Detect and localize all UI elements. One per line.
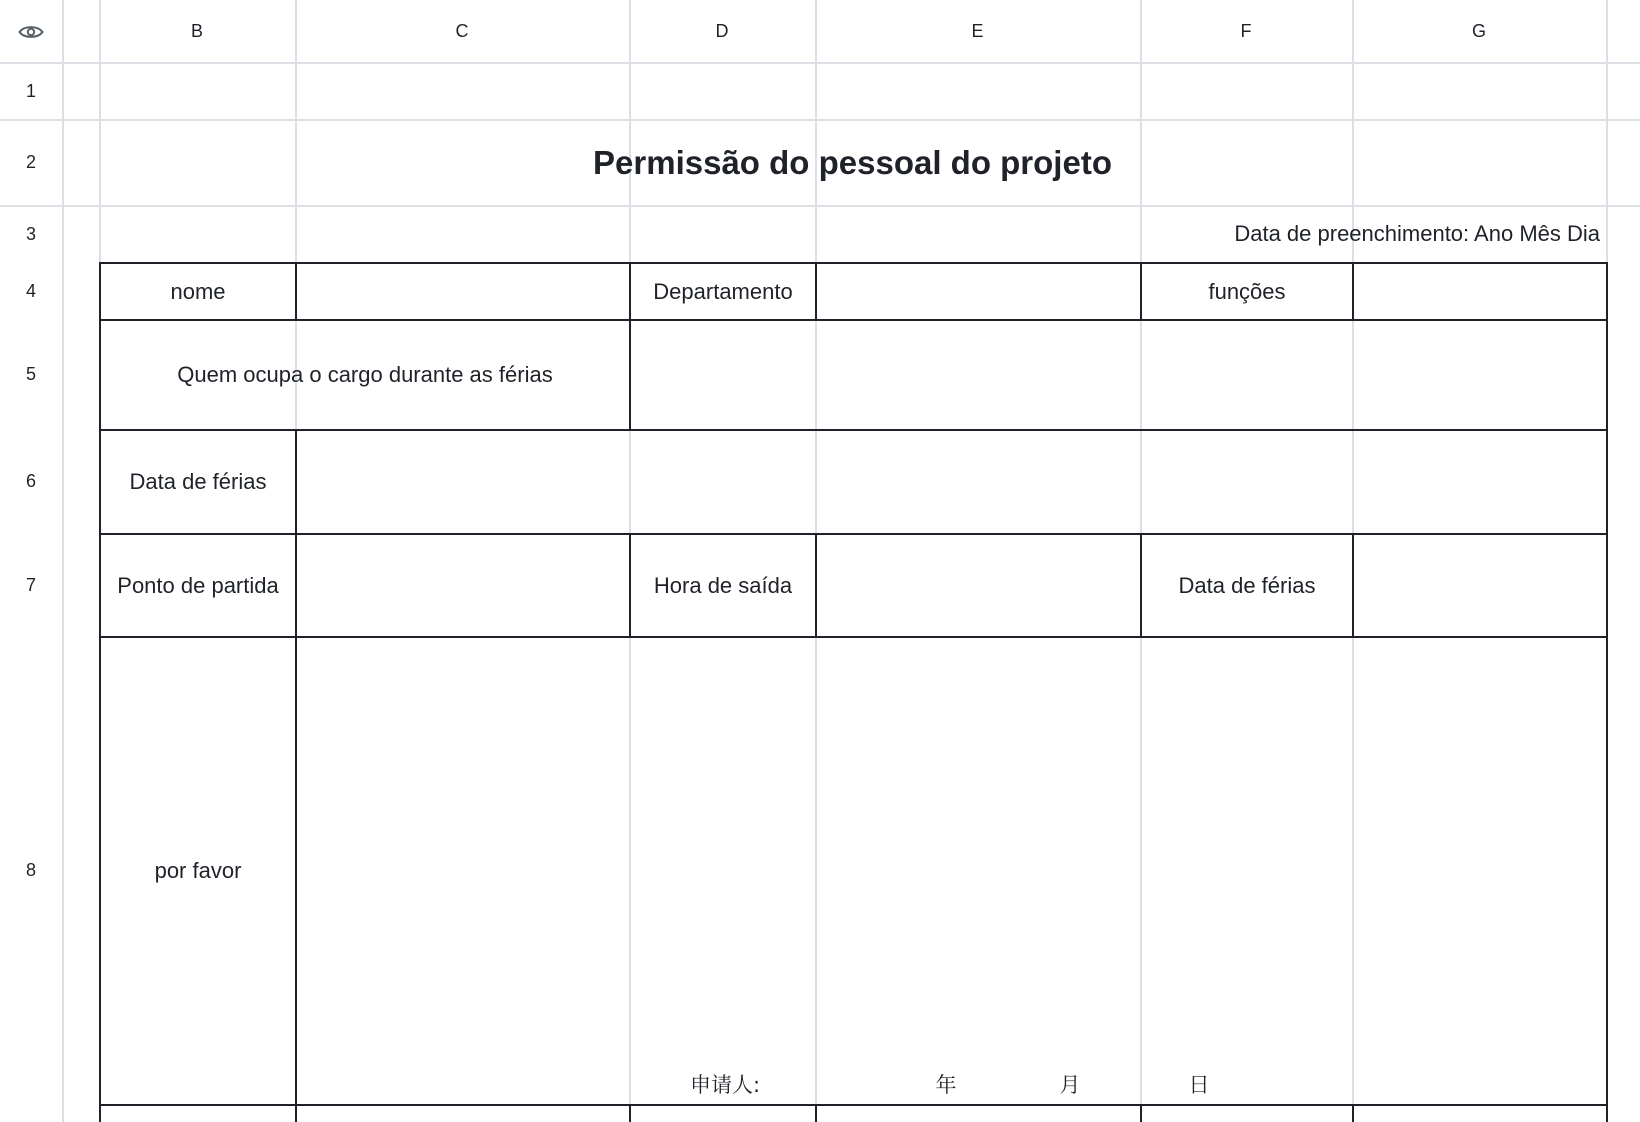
departure-time-label-cell[interactable]: Hora de saída <box>653 572 793 598</box>
department-value-cell[interactable] <box>817 264 1140 319</box>
request-label-cell[interactable]: por favor <box>154 858 242 883</box>
departure-point-value-cell[interactable] <box>297 535 629 636</box>
table-border <box>1140 1104 1142 1122</box>
row-header-4[interactable]: 4 <box>25 280 36 301</box>
row-header-3[interactable]: 3 <box>25 223 36 244</box>
grid-line <box>62 0 64 1122</box>
departure-time-value-cell[interactable] <box>817 535 1140 636</box>
row-header-6[interactable]: 6 <box>25 471 36 491</box>
departure-point-label-cell[interactable]: Ponto de partida <box>117 572 279 598</box>
fill-date-cell[interactable]: Data de preenchimento: Ano Mês Dia <box>1234 221 1600 246</box>
row-header-2[interactable]: 2 <box>25 152 36 172</box>
column-header-f[interactable]: F <box>1240 21 1252 41</box>
row-header-1[interactable]: 1 <box>25 80 36 101</box>
row-header-7[interactable]: 7 <box>25 574 36 595</box>
column-header-d[interactable]: D <box>715 21 729 41</box>
column-header-c[interactable]: C <box>455 21 469 41</box>
vacation-date-label-cell-2[interactable]: Data de férias <box>1178 572 1316 598</box>
request-value-cell[interactable] <box>297 638 1606 1104</box>
table-border <box>1606 262 1608 1122</box>
substitute-label-cell[interactable]: Quem ocupa o cargo durante as férias <box>177 362 553 387</box>
month-label: 月 <box>1059 1073 1081 1097</box>
substitute-value-cell[interactable] <box>631 321 1606 429</box>
page-title[interactable]: Permissão do pessoal do projeto <box>593 143 1112 181</box>
row-header-8[interactable]: 8 <box>25 860 36 880</box>
department-label-cell[interactable]: Departamento <box>653 278 793 304</box>
day-label: 日 <box>1188 1073 1210 1097</box>
functions-label-cell[interactable]: funções <box>1208 278 1286 304</box>
name-value-cell[interactable] <box>297 264 629 319</box>
table-border <box>99 1104 1608 1106</box>
vacation-date-label-cell[interactable]: Data de férias <box>129 469 267 494</box>
eye-icon[interactable] <box>0 0 62 63</box>
name-label-cell[interactable]: nome <box>170 278 226 304</box>
column-header-e[interactable]: E <box>971 21 984 41</box>
row-header-5[interactable]: 5 <box>25 364 36 384</box>
table-border <box>815 1104 817 1122</box>
table-border <box>1352 1104 1354 1122</box>
applicant-label: 申请人: <box>690 1073 761 1097</box>
vacation-date-value-cell-2[interactable] <box>1354 535 1606 636</box>
year-label: 年 <box>935 1073 957 1097</box>
column-header-g[interactable]: G <box>1471 21 1486 41</box>
column-header-b[interactable]: B <box>190 21 203 41</box>
vacation-date-value-cell[interactable] <box>297 431 1606 533</box>
functions-value-cell[interactable] <box>1354 264 1606 319</box>
table-border <box>629 1104 631 1122</box>
